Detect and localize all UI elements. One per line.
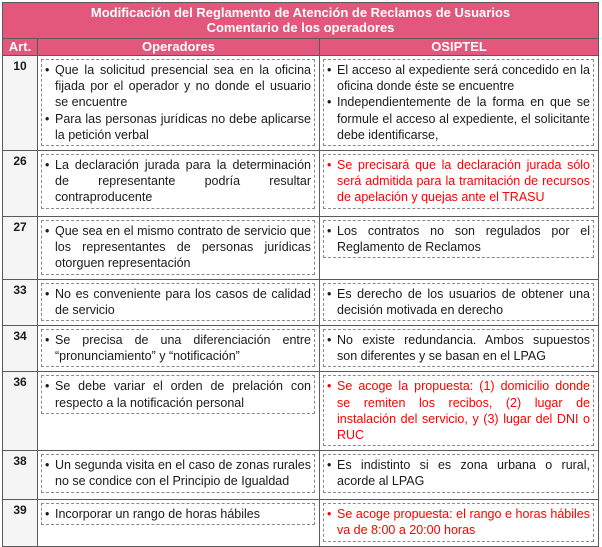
operadores-bullet-item: • Que la solicitud presencial sea en la oficina fijada por el operador y no donde el usuario se encuentre <box>45 62 311 111</box>
table-row <box>3 326 599 372</box>
table-row <box>3 279 599 325</box>
article-number: 26 <box>3 151 38 217</box>
title-row <box>3 3 599 39</box>
osiptel-bullet-item: • Independientemente de la forma en que se formule el acceso al expediente, el solicitante debe identificarse, <box>327 94 590 143</box>
osiptel-comment-box <box>323 220 594 258</box>
title-line-2: Comentario de los operadores <box>206 20 395 35</box>
osiptel-comment-box <box>323 154 594 209</box>
article-number: 38 <box>3 451 38 500</box>
operadores-bullet-list <box>45 157 311 206</box>
article-number: 27 <box>3 217 38 280</box>
osiptel-bullet-item: • El acceso al expediente será concedido en la oficina donde éste se encuentre <box>327 62 590 94</box>
reclamos-table <box>2 2 599 547</box>
article-number: 34 <box>3 326 38 372</box>
osiptel-comment-box <box>323 454 594 492</box>
operadores-bullet-item: • No es conveniente para los casos de calidad de servicio <box>45 286 311 318</box>
osiptel-cell <box>320 217 599 280</box>
osiptel-cell <box>320 151 599 217</box>
table-row <box>3 151 599 217</box>
table-row <box>3 451 599 500</box>
operadores-bullet-item: • Se precisa de una diferenciación entre “pronunciamiento” y “notificación” <box>45 332 311 364</box>
osiptel-bullet-list <box>327 223 590 255</box>
operadores-bullet-list <box>45 378 311 410</box>
osiptel-bullet-list <box>327 62 590 143</box>
operadores-comment-box <box>41 283 315 321</box>
osiptel-comment-box <box>323 283 594 321</box>
osiptel-comment-box <box>323 329 594 367</box>
operadores-bullet-item: • Se debe variar el orden de prelación con respecto a la notificación personal <box>45 378 311 410</box>
operadores-comment-box <box>41 154 315 209</box>
operadores-bullet-item: • Para las personas jurídicas no debe aplicarse la petición verbal <box>45 111 311 143</box>
osiptel-cell <box>320 500 599 546</box>
operadores-cell <box>38 217 320 280</box>
osiptel-cell <box>320 372 599 451</box>
operadores-comment-box <box>41 454 315 492</box>
header-operadores: Operadores <box>38 39 320 56</box>
operadores-comment-box <box>41 220 315 275</box>
table-row <box>3 372 599 451</box>
operadores-cell <box>38 151 320 217</box>
osiptel-bullet-list <box>327 286 590 318</box>
osiptel-bullet-list <box>327 157 590 206</box>
osiptel-comment-box <box>323 59 594 146</box>
operadores-comment-box <box>41 503 315 525</box>
osiptel-bullet-item: • Los contratos no son regulados por el Reglamento de Reclamos <box>327 223 590 255</box>
operadores-bullet-list <box>45 506 311 522</box>
operadores-bullet-list <box>45 332 311 364</box>
operadores-bullet-list <box>45 62 311 143</box>
table-row <box>3 217 599 280</box>
operadores-comment-box <box>41 375 315 413</box>
article-number: 10 <box>3 56 38 151</box>
table-row <box>3 56 599 151</box>
operadores-bullet-item: • Que sea en el mismo contrato de servicio que los representantes de personas jurídicas otorguen representación <box>45 223 311 272</box>
operadores-cell <box>38 372 320 451</box>
table-row <box>3 500 599 546</box>
operadores-bullet-item: • La declaración jurada para la determinación de representante podría resultar contraproducente <box>45 157 311 206</box>
osiptel-cell <box>320 56 599 151</box>
operadores-bullet-list <box>45 457 311 489</box>
operadores-comment-box <box>41 329 315 367</box>
article-number: 36 <box>3 372 38 451</box>
osiptel-bullet-item: • Es derecho de los usuarios de obtener una decisión motivada en derecho <box>327 286 590 318</box>
osiptel-cell <box>320 326 599 372</box>
osiptel-cell <box>320 279 599 325</box>
osiptel-bullet-list <box>327 378 590 443</box>
osiptel-bullet-item: • No existe redundancia. Ambos supuestos son diferentes y se basan en el LPAG <box>327 332 590 364</box>
osiptel-cell <box>320 451 599 500</box>
header-osiptel: OSIPTEL <box>320 39 599 56</box>
operadores-cell <box>38 326 320 372</box>
reclamos-table-wrapper <box>2 2 598 547</box>
osiptel-bullet-item: • Es indistinto si es zona urbana o rural, acorde al LPAG <box>327 457 590 489</box>
table-title <box>3 3 599 39</box>
title-line-1: Modificación del Reglamento de Atención de Reclamos de Usuarios <box>90 5 511 20</box>
osiptel-comment-box <box>323 375 594 446</box>
operadores-bullet-item: • Incorporar un rango de horas hábiles <box>45 506 311 522</box>
operadores-bullet-list <box>45 286 311 318</box>
osiptel-bullet-list <box>327 506 590 538</box>
operadores-comment-box <box>41 59 315 146</box>
osiptel-bullet-item: • Se precisará que la declaración jurada sólo será admitida para la tramitación de recursos de apelación y quejas ante el TRASU <box>327 157 590 206</box>
article-number: 33 <box>3 279 38 325</box>
operadores-cell <box>38 279 320 325</box>
osiptel-bullet-item: • Se acoge propuesta: el rango e horas hábiles va de 8:00 a 20:00 horas <box>327 506 590 538</box>
operadores-cell <box>38 56 320 151</box>
osiptel-bullet-item: • Se acoge la propuesta: (1) domicilio donde se remiten los recibos, (2) lugar de instalación del servicio, y (3) lugar del DNI o RUC <box>327 378 590 443</box>
operadores-cell <box>38 451 320 500</box>
header-row <box>3 39 599 56</box>
osiptel-comment-box <box>323 503 594 541</box>
osiptel-bullet-list <box>327 457 590 489</box>
operadores-bullet-list <box>45 223 311 272</box>
article-number: 39 <box>3 500 38 546</box>
operadores-cell <box>38 500 320 546</box>
header-art: Art. <box>3 39 38 56</box>
operadores-bullet-item: • Un segunda visita en el caso de zonas rurales no se condice con el Principio de Igualdad <box>45 457 311 489</box>
osiptel-bullet-list <box>327 332 590 364</box>
